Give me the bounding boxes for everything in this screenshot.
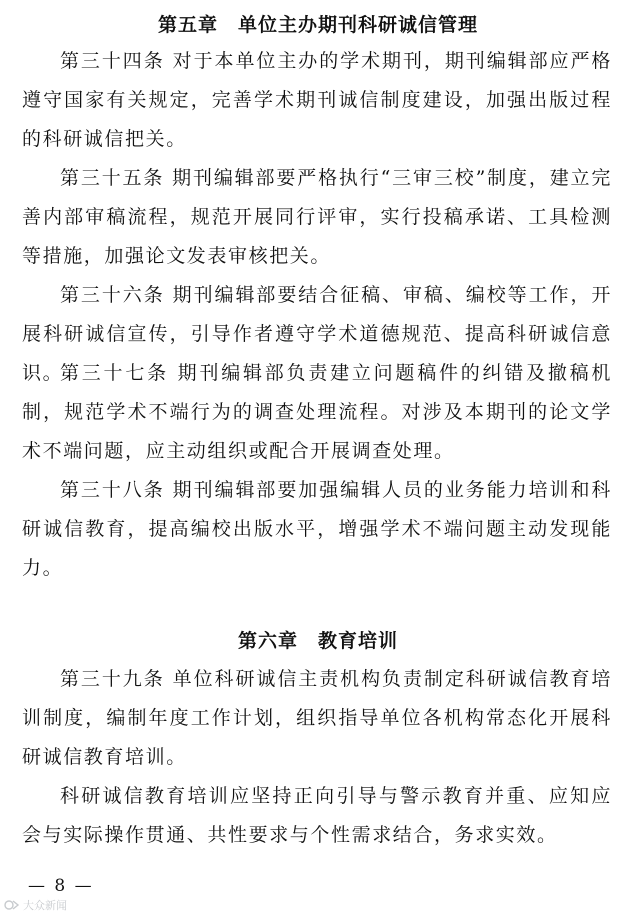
chapter-6-title: 第六章 教育培训 — [237, 630, 398, 652]
article-37: 第三十七条 期刊编辑部负责建立问题稿件的纠错及撤稿机制，规范学术不端行为的调查处理流程。对涉及本期刊的论文学术不端问题，应主动组织或配合开展调查处理。 — [22, 362, 612, 462]
article-39-paragraph-2: 科研诚信教育培训应坚持正向引导与警示教育并重、应知应会与实际操作贯通、共性要求与个性需求结合，务求实效。 — [22, 785, 612, 846]
logo-icon — [4, 898, 20, 912]
article-39: 第三十九条 单位科研诚信主责机构负责制定科研诚信教育培训制度，编制年度工作计划，组织指导单位各机构常态化开展科研诚信教育培训。 — [22, 668, 612, 768]
article-34: 第三十四条 对于本单位主办的学术期刊，期刊编辑部应严格遵守国家有关规定，完善学术期刊诚信制度建设，加强出版过程的科研诚信把关。 — [22, 50, 612, 150]
watermark-text: 大众新闻 — [23, 899, 67, 912]
article-35: 第三十五条 期刊编辑部要严格执行“三审三校”制度，建立完善内部审稿流程，规范开展同行评审，实行投稿承诺、工具检测等措施，加强论文发表审核把关。 — [22, 167, 612, 267]
article-36: 第三十六条 期刊编辑部要结合征稿、审稿、编校等工作，开展科研诚信宣传，引导作者遵守学术道德规范、提高科研诚信意识。 — [22, 284, 612, 384]
watermark — [4, 896, 67, 914]
chapter-5-title: 第五章 单位主办期刊科研诚信管理 — [157, 14, 478, 36]
article-38: 第三十八条 期刊编辑部要加强编辑人员的业务能力培训和科研诚信教育，提高编校出版水平，增强学术不端问题主动发现能力。 — [22, 479, 612, 579]
page-number: — 8 — — [28, 876, 94, 896]
